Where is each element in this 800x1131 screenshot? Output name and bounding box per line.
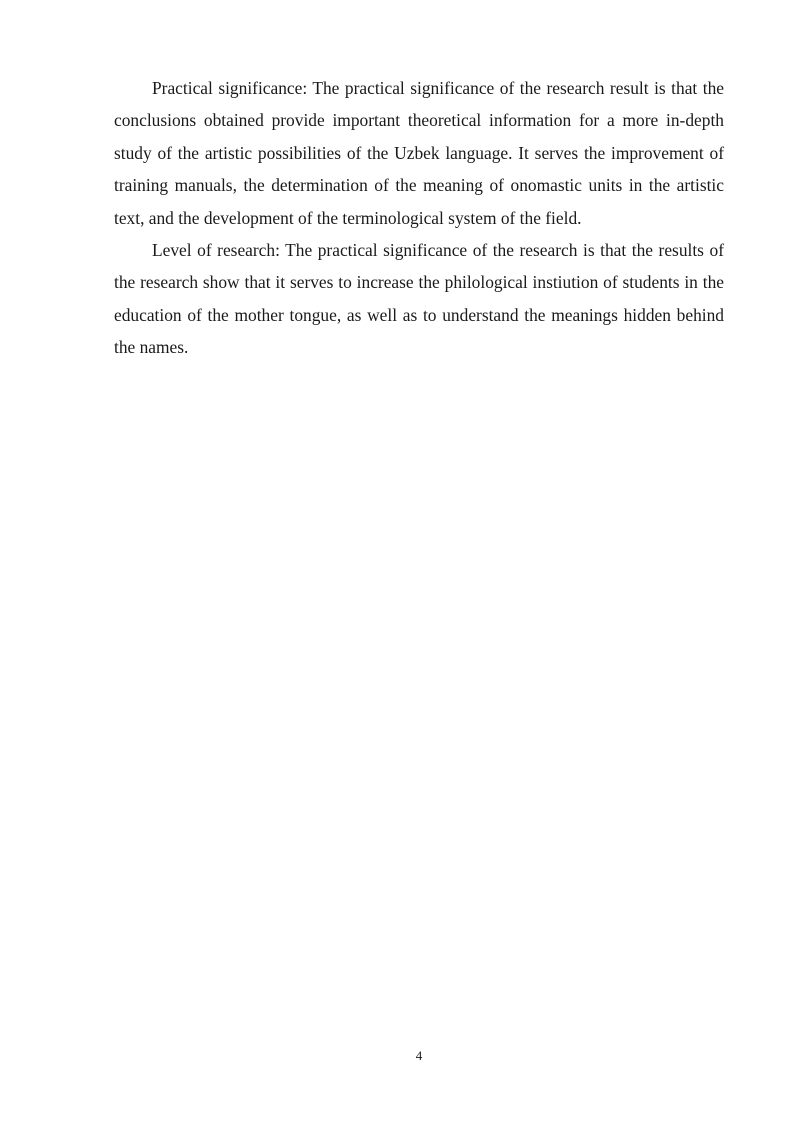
- paragraph-practical-significance: Practical significance: The practical significance of the research result is that the conclusions obtained provide important theoretical information for a more in-depth study of the artistic possibilities of the Uzbek language. It serves the improvement of training manuals, the determination of the meaning of onomastic units in the artistic text, and the development of the terminological system of the field.: [114, 78, 724, 228]
- page-number: 4: [415, 1048, 423, 1063]
- paragraph-level-of-research: Level of research: The practical significance of the research is that the results of the research show that it serves to increase the philological instiution of students in the education of the mother tongue, as well as to understand the meanings hidden behind the names.: [114, 240, 724, 358]
- body-text: [114, 72, 724, 364]
